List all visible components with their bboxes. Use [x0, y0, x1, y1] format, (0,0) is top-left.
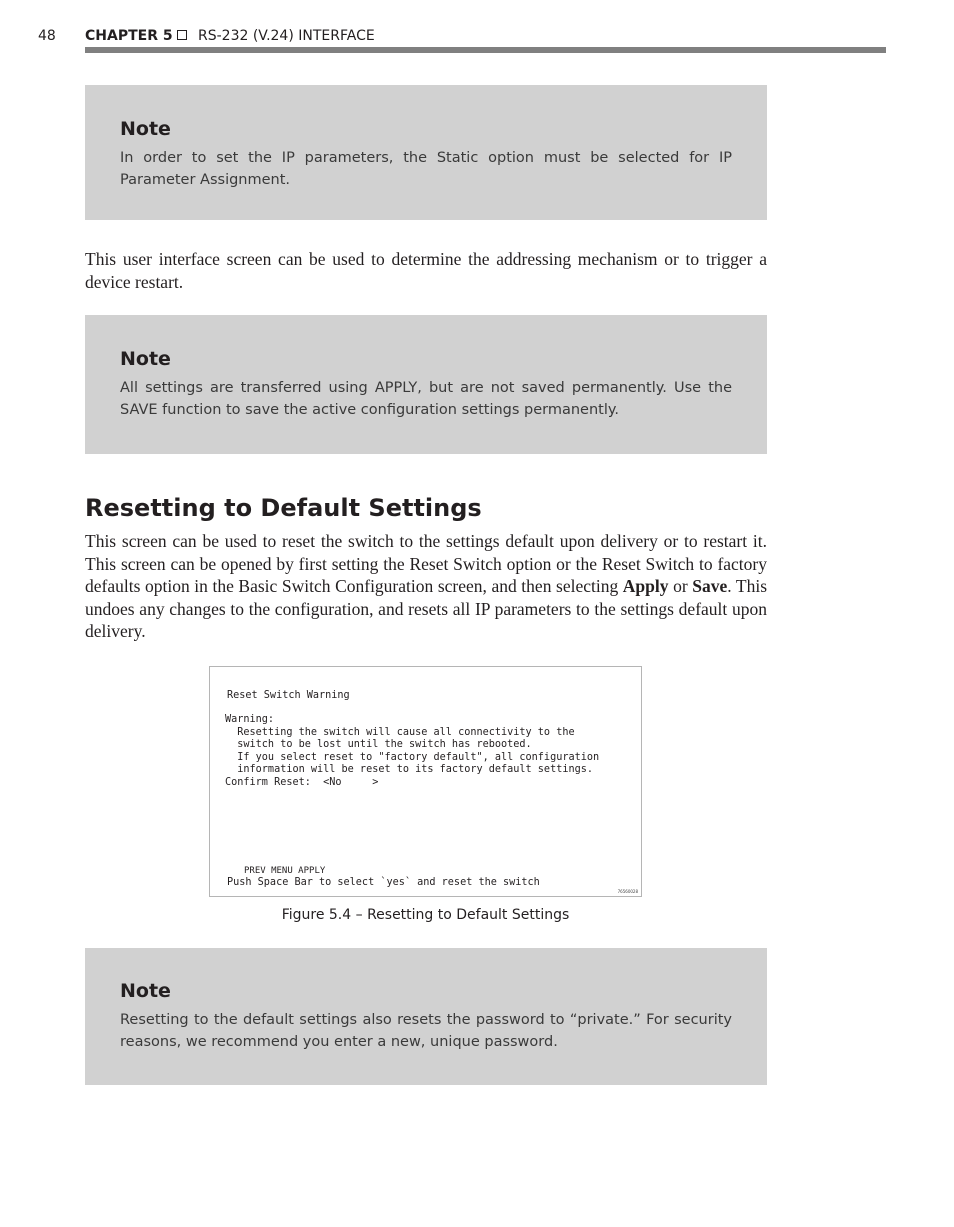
paragraph-text: or	[668, 576, 693, 597]
running-header	[38, 26, 886, 46]
note-text: All settings are transferred using APPLY, but are not saved permanently. Use the SAVE function to save the active configuration settings permanently.	[120, 380, 732, 418]
section-heading: Resetting to Default Settings	[85, 494, 482, 522]
note-text: In order to set the IP parameters, the Static option must be selected for IP Parameter Assignment.	[120, 150, 732, 188]
apply-term: Apply	[622, 576, 669, 597]
header-rule	[85, 47, 886, 53]
paragraph-text: . This undoes any changes to the configuration, and resets all IP parameters to the settings default upon delivery.	[85, 576, 767, 642]
save-term: Save	[692, 576, 728, 597]
screen-warning-text: Warning: Resetting the switch will cause all connectivity to the switch to be lost until the switch has rebooted. If you select reset to "factory default", all configuration information will be reset to its factory default settings. Confirm Reset: <No >	[225, 714, 600, 788]
note-box	[85, 85, 767, 220]
intro-paragraph: This user interface screen can be used to determine the addressing mechanism or to trigger a device restart.	[85, 249, 767, 292]
square-separator-icon	[177, 30, 187, 40]
section-paragraph	[85, 530, 767, 643]
note-box	[85, 948, 767, 1085]
note-title: Note	[120, 118, 171, 140]
figure-code: 76560028	[617, 889, 638, 894]
note-title: Note	[120, 348, 171, 370]
figure-caption: Figure 5.4 – Resetting to Default Settings	[281, 907, 570, 923]
screen-menu: PREV MENU APPLY	[244, 866, 326, 876]
note-title: Note	[120, 980, 171, 1002]
chapter-label: CHAPTER 5	[85, 28, 173, 44]
page-number: 48	[38, 28, 56, 44]
screen-hint: Push Space Bar to select `yes` and reset the switch	[227, 877, 540, 888]
chapter-title: RS-232 (V.24) INTERFACE	[198, 28, 375, 44]
terminal-screenshot	[209, 666, 642, 897]
note-box	[85, 315, 767, 454]
note-text: Resetting to the default settings also resets the password to “private.” For security reasons, we recommend you enter a new, unique password.	[120, 1012, 732, 1050]
paragraph-text: This screen can be used to reset the switch to the settings default upon delivery or to restart it. This screen can be opened by first setting the Reset Switch option or the Reset Switch to factory defaults option in the Basic Switch Configuration screen, and then selecting	[85, 531, 767, 597]
screen-title: Reset Switch Warning	[227, 690, 350, 701]
